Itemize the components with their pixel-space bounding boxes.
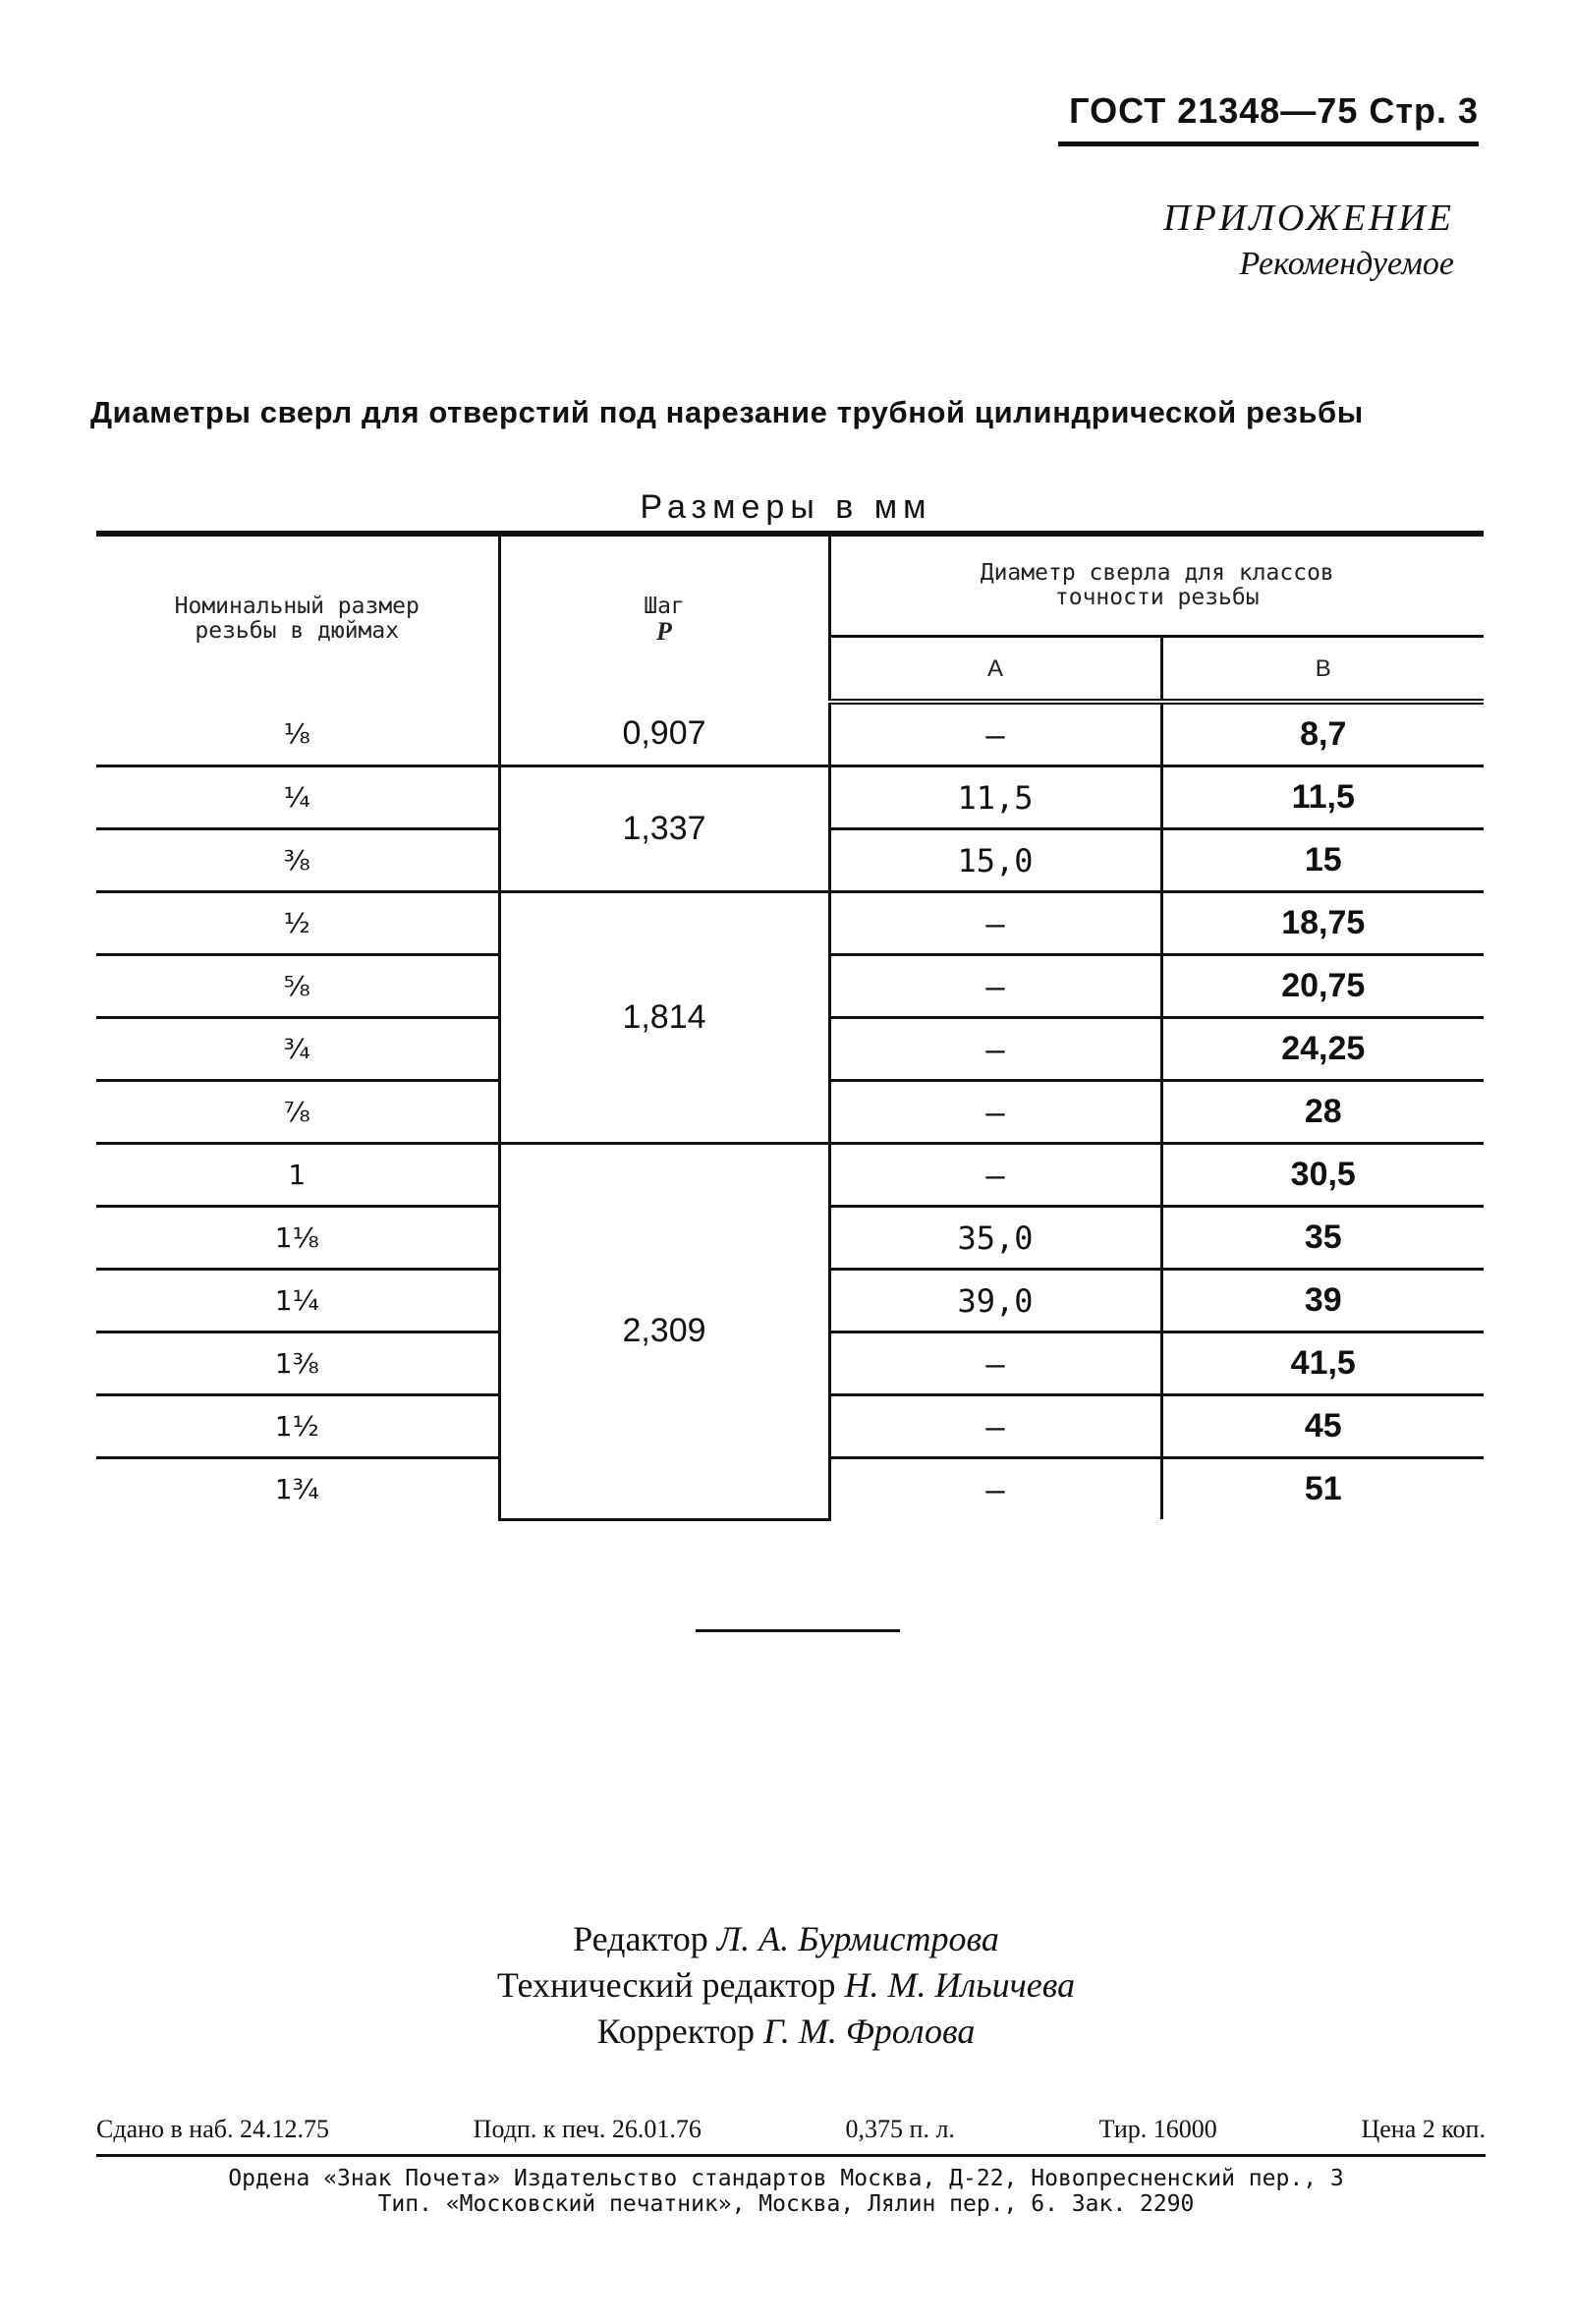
tech-editor-line: [0, 1962, 1572, 2009]
pitch-cell: 0,907: [499, 702, 829, 766]
appendix-title: ПРИЛОЖЕНИЕ: [1163, 198, 1454, 239]
imprint-sheets: 0,375 п. л.: [845, 2115, 955, 2143]
header-size-line1: Номинальный размер: [174, 594, 420, 619]
size-cell: 1¼: [96, 1270, 499, 1332]
header-drill-line1: Диаметр сверла для классов: [980, 560, 1334, 586]
units-caption: Размеры в мм: [640, 488, 932, 526]
size-cell: 1½: [96, 1395, 499, 1458]
size-cell: ¼: [96, 766, 499, 829]
pitch-cell: 1,337: [499, 766, 829, 892]
publisher-block: [0, 2166, 1572, 2217]
imprint-line: [96, 2115, 1486, 2144]
appendix-block: [1163, 197, 1454, 283]
class-b-cell: 30,5: [1161, 1144, 1484, 1207]
class-b-cell: 8,7: [1161, 702, 1484, 766]
class-b-cell: 24,25: [1161, 1018, 1484, 1081]
class-a-cell: —: [829, 702, 1161, 766]
editor-name: Л. А. Бурмистрова: [716, 1919, 999, 1958]
size-cell: ⅞: [96, 1081, 499, 1144]
pitch-cell: 1,814: [499, 892, 829, 1144]
imprint-print-run: Тир. 16000: [1098, 2115, 1217, 2143]
imprint-signed: Подп. к печ. 26.01.76: [473, 2115, 702, 2143]
size-cell: 1⅛: [96, 1207, 499, 1270]
table-row: [96, 892, 1484, 955]
drill-diameter-table: [96, 531, 1484, 1521]
header-pitch-symbol: P: [656, 617, 672, 646]
table-row: [96, 766, 1484, 829]
header-rule: [1058, 142, 1479, 146]
size-cell: ⅜: [96, 829, 499, 892]
corrector-line: [0, 2009, 1572, 2055]
class-b-cell: 35: [1161, 1207, 1484, 1270]
size-cell: ¾: [96, 1018, 499, 1081]
credits-block: [0, 1916, 1572, 2055]
publisher-line2: Тип. «Московский печатник», Москва, Лялин пер., 6. Зак. 2290: [377, 2191, 1195, 2217]
class-a-cell: 35,0: [829, 1207, 1161, 1270]
editor-line: [0, 1916, 1572, 1962]
header-class-a: А: [829, 637, 1161, 703]
size-cell: 1⅜: [96, 1332, 499, 1395]
class-b-cell: 18,75: [1161, 892, 1484, 955]
class-a-cell: —: [829, 1395, 1161, 1458]
size-cell: ⅛: [96, 702, 499, 766]
table-row: [96, 1144, 1484, 1207]
size-cell: ½: [96, 892, 499, 955]
table-row: [96, 702, 1484, 766]
class-b-cell: 15: [1161, 829, 1484, 892]
class-b-cell: 39: [1161, 1270, 1484, 1332]
publisher-line1: Ордена «Знак Почета» Издательство стандартов Москва, Д-22, Новопресненский пер., 3: [228, 2166, 1344, 2191]
tech-editor-name: Н. М. Ильичева: [844, 1965, 1076, 2005]
header-nominal-size: [96, 534, 499, 702]
pitch-cell: 2,309: [499, 1144, 829, 1520]
class-a-cell: —: [829, 892, 1161, 955]
size-cell: 1¾: [274, 1473, 319, 1505]
header-pitch: [499, 534, 829, 702]
class-b-cell: 28: [1161, 1081, 1484, 1144]
tech-editor-label: Технический редактор: [496, 1965, 836, 2005]
class-b-cell: 41,5: [1161, 1332, 1484, 1395]
imprint-rule: [96, 2154, 1486, 2157]
class-a-cell: —: [829, 1458, 1161, 1520]
imprint-submitted: Сдано в наб. 24.12.75: [96, 2115, 329, 2143]
size-cell: ⅝: [96, 955, 499, 1018]
class-a-cell: —: [829, 1332, 1161, 1395]
editor-label: Редактор: [573, 1919, 708, 1958]
page-header: ГОСТ 21348—75 Стр. 3: [1069, 90, 1479, 131]
header-drill-line2: точности резьбы: [1054, 585, 1260, 610]
class-b-cell: 20,75: [1161, 955, 1484, 1018]
corrector-name: Г. М. Фролова: [763, 2012, 976, 2051]
class-a-cell: —: [829, 1081, 1161, 1144]
header-class-b: В: [1161, 637, 1484, 703]
class-a-cell: —: [829, 955, 1161, 1018]
appendix-note: Рекомендуемое: [1239, 246, 1454, 282]
class-b-cell: 51: [1161, 1458, 1484, 1520]
corrector-label: Корректор: [596, 2012, 756, 2051]
class-a-cell: 15,0: [829, 829, 1161, 892]
class-a-cell: —: [829, 1018, 1161, 1081]
table-title: Диаметры сверл для отверстий под нарезание трубной цилиндрической резьбы: [90, 395, 1364, 429]
header-pitch-label: Шаг: [644, 594, 685, 619]
header-size-line2: резьбы в дюймах: [195, 618, 400, 644]
class-a-cell: —: [829, 1144, 1161, 1207]
class-a-cell: 11,5: [829, 766, 1161, 829]
imprint-price: Цена 2 коп.: [1361, 2115, 1486, 2143]
class-b-cell: 45: [1161, 1395, 1484, 1458]
class-a-cell: 39,0: [829, 1270, 1161, 1332]
header-drill-diameter: [829, 534, 1484, 637]
section-separator: [696, 1629, 900, 1632]
class-b-cell: 11,5: [1161, 766, 1484, 829]
size-cell: 1: [96, 1144, 499, 1207]
